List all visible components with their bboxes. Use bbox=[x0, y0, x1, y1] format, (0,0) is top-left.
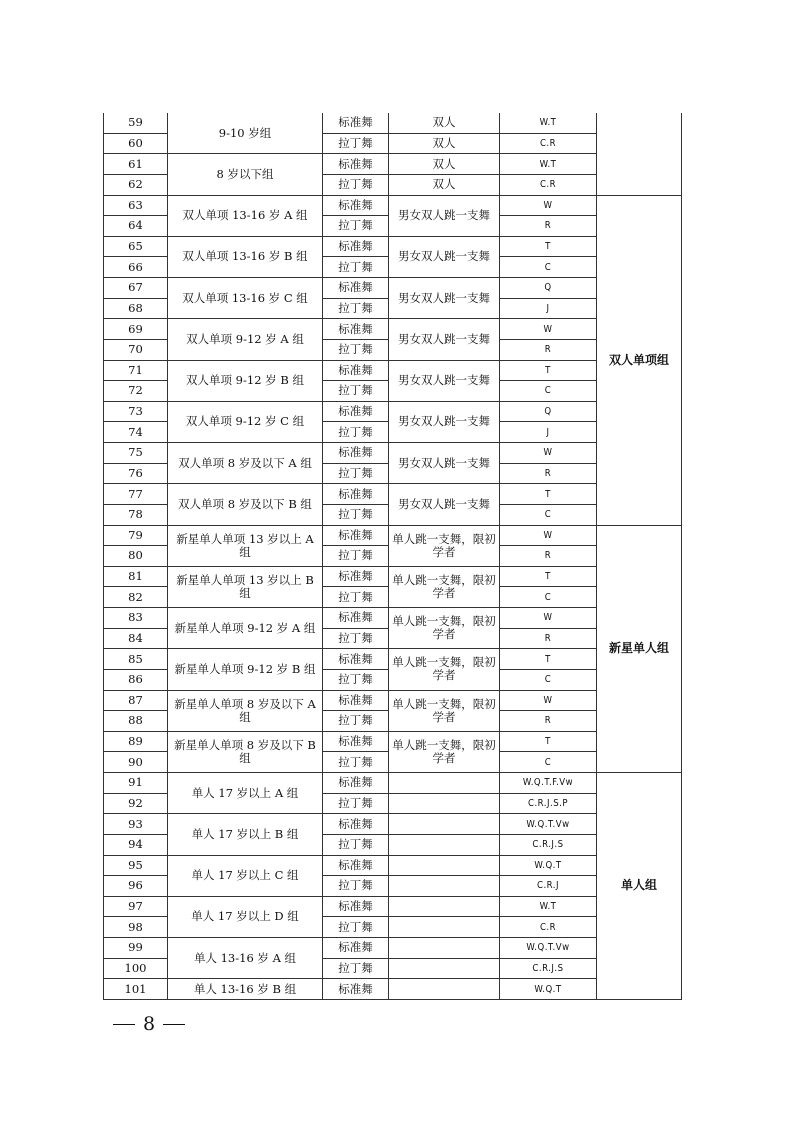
cell-dance-type: 标准舞 bbox=[323, 649, 389, 670]
cell-dance-type: 拉丁舞 bbox=[323, 793, 389, 814]
cell-dance-items: C bbox=[500, 587, 597, 608]
cell-dance-type: 拉丁舞 bbox=[323, 546, 389, 567]
cell-dance-type: 标准舞 bbox=[323, 236, 389, 257]
table-row bbox=[104, 401, 682, 422]
cell-note: 单人跳一支舞，限初学者 bbox=[389, 566, 500, 607]
cell-note: 男女双人跳一支舞 bbox=[389, 484, 500, 525]
cell-group: 单人 13-16 岁 B 组 bbox=[168, 979, 323, 1000]
cell-dance-type: 拉丁舞 bbox=[323, 752, 389, 773]
cell-number: 91 bbox=[104, 773, 168, 794]
cell-group: 新星单人单项 13 岁以上 B 组 bbox=[168, 566, 323, 607]
cell-dance-type: 标准舞 bbox=[323, 566, 389, 587]
cell-note: 单人跳一支舞，限初学者 bbox=[389, 608, 500, 649]
cell-dance-type: 标准舞 bbox=[323, 154, 389, 175]
cell-number: 88 bbox=[104, 711, 168, 732]
cell-dance-type: 标准舞 bbox=[323, 113, 389, 133]
cell-dance-items: C bbox=[500, 257, 597, 278]
cell-note bbox=[389, 773, 500, 794]
cell-group: 双人单项 13-16 岁 A 组 bbox=[168, 195, 323, 236]
cell-dance-type: 标准舞 bbox=[323, 773, 389, 794]
cell-number: 101 bbox=[104, 979, 168, 1000]
cell-dance-items: J bbox=[500, 422, 597, 443]
cell-group: 双人单项 9-12 岁 C 组 bbox=[168, 401, 323, 442]
table-row bbox=[104, 566, 682, 587]
table-row bbox=[104, 319, 682, 340]
cell-dance-items: Q bbox=[500, 401, 597, 422]
cell-number: 86 bbox=[104, 669, 168, 690]
table-row bbox=[104, 855, 682, 876]
cell-group: 双人单项 9-12 岁 B 组 bbox=[168, 360, 323, 401]
cell-number: 75 bbox=[104, 443, 168, 464]
cell-dance-type: 标准舞 bbox=[323, 401, 389, 422]
cell-group: 双人单项 13-16 岁 B 组 bbox=[168, 236, 323, 277]
cell-dance-type: 拉丁舞 bbox=[323, 174, 389, 195]
cell-group: 单人 17 岁以上 A 组 bbox=[168, 773, 323, 814]
cell-dance-type: 拉丁舞 bbox=[323, 298, 389, 319]
cell-note: 单人跳一支舞，限初学者 bbox=[389, 731, 500, 772]
cell-number: 84 bbox=[104, 628, 168, 649]
footer-dash-left bbox=[113, 1024, 135, 1025]
cell-dance-items: C.R.J.S bbox=[500, 834, 597, 855]
cell-dance-type: 拉丁舞 bbox=[323, 711, 389, 732]
cell-note bbox=[389, 917, 500, 938]
cell-dance-items: W.T bbox=[500, 113, 597, 133]
cell-note bbox=[389, 958, 500, 979]
cell-dance-type: 标准舞 bbox=[323, 360, 389, 381]
cell-dance-type: 标准舞 bbox=[323, 278, 389, 299]
cell-dance-type: 标准舞 bbox=[323, 938, 389, 959]
cell-category bbox=[597, 113, 682, 195]
cell-dance-type: 拉丁舞 bbox=[323, 422, 389, 443]
cell-number: 80 bbox=[104, 546, 168, 567]
cell-dance-items: W.Q.T.F.Vw bbox=[500, 773, 597, 794]
cell-group: 新星单人单项 8 岁及以下 A 组 bbox=[168, 690, 323, 731]
cell-dance-type: 标准舞 bbox=[323, 690, 389, 711]
cell-number: 82 bbox=[104, 587, 168, 608]
cell-group: 单人 17 岁以上 B 组 bbox=[168, 814, 323, 855]
cell-dance-type: 标准舞 bbox=[323, 896, 389, 917]
cell-dance-type: 拉丁舞 bbox=[323, 917, 389, 938]
cell-dance-items: R bbox=[500, 628, 597, 649]
cell-note bbox=[389, 814, 500, 835]
cell-dance-items: W bbox=[500, 608, 597, 629]
table-row bbox=[104, 195, 682, 216]
cell-dance-items: C.R bbox=[500, 917, 597, 938]
cell-dance-items: T bbox=[500, 649, 597, 670]
cell-number: 77 bbox=[104, 484, 168, 505]
cell-dance-type: 拉丁舞 bbox=[323, 257, 389, 278]
cell-dance-type: 标准舞 bbox=[323, 979, 389, 1000]
cell-dance-items: W bbox=[500, 690, 597, 711]
cell-dance-type: 拉丁舞 bbox=[323, 504, 389, 525]
cell-dance-type: 标准舞 bbox=[323, 319, 389, 340]
cell-dance-type: 拉丁舞 bbox=[323, 587, 389, 608]
cell-number: 69 bbox=[104, 319, 168, 340]
cell-number: 59 bbox=[104, 113, 168, 133]
cell-dance-type: 拉丁舞 bbox=[323, 463, 389, 484]
cell-number: 97 bbox=[104, 896, 168, 917]
cell-dance-items: W.T bbox=[500, 154, 597, 175]
cell-dance-items: T bbox=[500, 236, 597, 257]
cell-number: 64 bbox=[104, 216, 168, 237]
table-row bbox=[104, 113, 682, 133]
cell-note: 男女双人跳一支舞 bbox=[389, 443, 500, 484]
cell-group: 新星单人单项 9-12 岁 A 组 bbox=[168, 608, 323, 649]
cell-number: 76 bbox=[104, 463, 168, 484]
cell-dance-items: R bbox=[500, 546, 597, 567]
cell-dance-items: W bbox=[500, 195, 597, 216]
cell-dance-type: 拉丁舞 bbox=[323, 339, 389, 360]
table-row bbox=[104, 690, 682, 711]
cell-number: 60 bbox=[104, 133, 168, 154]
cell-dance-type: 标准舞 bbox=[323, 443, 389, 464]
cell-note bbox=[389, 834, 500, 855]
cell-note bbox=[389, 855, 500, 876]
cell-category: 双人单项组 bbox=[597, 195, 682, 525]
cell-number: 100 bbox=[104, 958, 168, 979]
table-row bbox=[104, 525, 682, 546]
table-row bbox=[104, 649, 682, 670]
cell-group: 新星单人单项 8 岁及以下 B 组 bbox=[168, 731, 323, 772]
cell-number: 78 bbox=[104, 504, 168, 525]
table-row bbox=[104, 608, 682, 629]
cell-number: 95 bbox=[104, 855, 168, 876]
cell-note: 男女双人跳一支舞 bbox=[389, 319, 500, 360]
cell-note: 双人 bbox=[389, 133, 500, 154]
table-row bbox=[104, 484, 682, 505]
cell-number: 74 bbox=[104, 422, 168, 443]
cell-dance-items: C bbox=[500, 504, 597, 525]
cell-number: 71 bbox=[104, 360, 168, 381]
cell-dance-items: W.Q.T.Vw bbox=[500, 938, 597, 959]
cell-dance-type: 拉丁舞 bbox=[323, 834, 389, 855]
page-footer bbox=[113, 1013, 185, 1035]
table-row bbox=[104, 278, 682, 299]
cell-dance-items: C.R bbox=[500, 174, 597, 195]
cell-number: 79 bbox=[104, 525, 168, 546]
cell-number: 98 bbox=[104, 917, 168, 938]
cell-number: 61 bbox=[104, 154, 168, 175]
cell-group: 双人单项 8 岁及以下 B 组 bbox=[168, 484, 323, 525]
cell-note: 男女双人跳一支舞 bbox=[389, 278, 500, 319]
cell-note: 单人跳一支舞，限初学者 bbox=[389, 525, 500, 566]
table-row bbox=[104, 154, 682, 175]
cell-dance-type: 拉丁舞 bbox=[323, 876, 389, 897]
cell-note bbox=[389, 979, 500, 1000]
cell-group: 双人单项 8 岁及以下 A 组 bbox=[168, 443, 323, 484]
cell-dance-items: T bbox=[500, 731, 597, 752]
cell-dance-items: C bbox=[500, 381, 597, 402]
table-row bbox=[104, 360, 682, 381]
cell-category: 单人组 bbox=[597, 773, 682, 1000]
cell-dance-items: T bbox=[500, 484, 597, 505]
page-number: 8 bbox=[143, 1013, 156, 1035]
competition-table bbox=[103, 113, 682, 1000]
cell-dance-items: C bbox=[500, 669, 597, 690]
table-row bbox=[104, 773, 682, 794]
cell-dance-type: 拉丁舞 bbox=[323, 216, 389, 237]
cell-number: 68 bbox=[104, 298, 168, 319]
cell-dance-type: 标准舞 bbox=[323, 195, 389, 216]
cell-note: 双人 bbox=[389, 174, 500, 195]
cell-dance-items: W.Q.T bbox=[500, 979, 597, 1000]
cell-dance-type: 拉丁舞 bbox=[323, 133, 389, 154]
table-row bbox=[104, 938, 682, 959]
cell-group: 8 岁以下组 bbox=[168, 154, 323, 195]
cell-note: 男女双人跳一支舞 bbox=[389, 360, 500, 401]
cell-dance-items: W.T bbox=[500, 896, 597, 917]
cell-number: 72 bbox=[104, 381, 168, 402]
cell-group: 新星单人单项 9-12 岁 B 组 bbox=[168, 649, 323, 690]
cell-dance-items: C bbox=[500, 752, 597, 773]
cell-dance-items: W bbox=[500, 525, 597, 546]
cell-dance-items: W.Q.T bbox=[500, 855, 597, 876]
cell-dance-type: 标准舞 bbox=[323, 608, 389, 629]
table-row bbox=[104, 896, 682, 917]
cell-number: 63 bbox=[104, 195, 168, 216]
cell-dance-items: R bbox=[500, 463, 597, 484]
cell-group: 单人 13-16 岁 A 组 bbox=[168, 938, 323, 979]
cell-number: 94 bbox=[104, 834, 168, 855]
cell-group: 双人单项 9-12 岁 A 组 bbox=[168, 319, 323, 360]
cell-dance-items: C.R.J.S.P bbox=[500, 793, 597, 814]
cell-dance-type: 拉丁舞 bbox=[323, 669, 389, 690]
cell-note: 单人跳一支舞，限初学者 bbox=[389, 649, 500, 690]
cell-note bbox=[389, 938, 500, 959]
cell-number: 90 bbox=[104, 752, 168, 773]
table-row bbox=[104, 814, 682, 835]
cell-number: 89 bbox=[104, 731, 168, 752]
cell-dance-type: 标准舞 bbox=[323, 731, 389, 752]
cell-number: 65 bbox=[104, 236, 168, 257]
table-row bbox=[104, 979, 682, 1000]
cell-dance-items: R bbox=[500, 339, 597, 360]
cell-category: 新星单人组 bbox=[597, 525, 682, 773]
cell-dance-items: C.R.J.S bbox=[500, 958, 597, 979]
cell-note bbox=[389, 793, 500, 814]
cell-dance-items: T bbox=[500, 360, 597, 381]
cell-number: 96 bbox=[104, 876, 168, 897]
cell-dance-items: W.Q.T.Vw bbox=[500, 814, 597, 835]
table-row bbox=[104, 236, 682, 257]
table-row bbox=[104, 731, 682, 752]
cell-note: 单人跳一支舞，限初学者 bbox=[389, 690, 500, 731]
cell-note bbox=[389, 876, 500, 897]
cell-dance-items: C.R bbox=[500, 133, 597, 154]
cell-dance-items: R bbox=[500, 711, 597, 732]
cell-dance-type: 拉丁舞 bbox=[323, 381, 389, 402]
cell-dance-type: 标准舞 bbox=[323, 525, 389, 546]
cell-group: 单人 17 岁以上 D 组 bbox=[168, 896, 323, 937]
footer-dash-right bbox=[163, 1024, 185, 1025]
cell-number: 92 bbox=[104, 793, 168, 814]
cell-number: 85 bbox=[104, 649, 168, 670]
cell-group: 新星单人单项 13 岁以上 A 组 bbox=[168, 525, 323, 566]
cell-number: 87 bbox=[104, 690, 168, 711]
cell-dance-type: 标准舞 bbox=[323, 814, 389, 835]
cell-dance-type: 标准舞 bbox=[323, 484, 389, 505]
cell-dance-items: Q bbox=[500, 278, 597, 299]
cell-note: 男女双人跳一支舞 bbox=[389, 401, 500, 442]
cell-dance-items: W bbox=[500, 443, 597, 464]
cell-number: 73 bbox=[104, 401, 168, 422]
cell-note bbox=[389, 896, 500, 917]
cell-group: 双人单项 13-16 岁 C 组 bbox=[168, 278, 323, 319]
cell-dance-items: J bbox=[500, 298, 597, 319]
cell-dance-items: W bbox=[500, 319, 597, 340]
cell-number: 62 bbox=[104, 174, 168, 195]
cell-number: 66 bbox=[104, 257, 168, 278]
cell-note: 双人 bbox=[389, 154, 500, 175]
cell-group: 9-10 岁组 bbox=[168, 113, 323, 154]
cell-dance-items: T bbox=[500, 566, 597, 587]
cell-group: 单人 17 岁以上 C 组 bbox=[168, 855, 323, 896]
cell-number: 99 bbox=[104, 938, 168, 959]
cell-dance-type: 拉丁舞 bbox=[323, 628, 389, 649]
cell-dance-type: 标准舞 bbox=[323, 855, 389, 876]
cell-dance-items: R bbox=[500, 216, 597, 237]
cell-note: 双人 bbox=[389, 113, 500, 133]
cell-number: 70 bbox=[104, 339, 168, 360]
cell-number: 67 bbox=[104, 278, 168, 299]
cell-number: 81 bbox=[104, 566, 168, 587]
cell-dance-items: C.R.J bbox=[500, 876, 597, 897]
cell-number: 93 bbox=[104, 814, 168, 835]
cell-note: 男女双人跳一支舞 bbox=[389, 195, 500, 236]
cell-dance-type: 拉丁舞 bbox=[323, 958, 389, 979]
cell-number: 83 bbox=[104, 608, 168, 629]
table-row bbox=[104, 443, 682, 464]
cell-note: 男女双人跳一支舞 bbox=[389, 236, 500, 277]
